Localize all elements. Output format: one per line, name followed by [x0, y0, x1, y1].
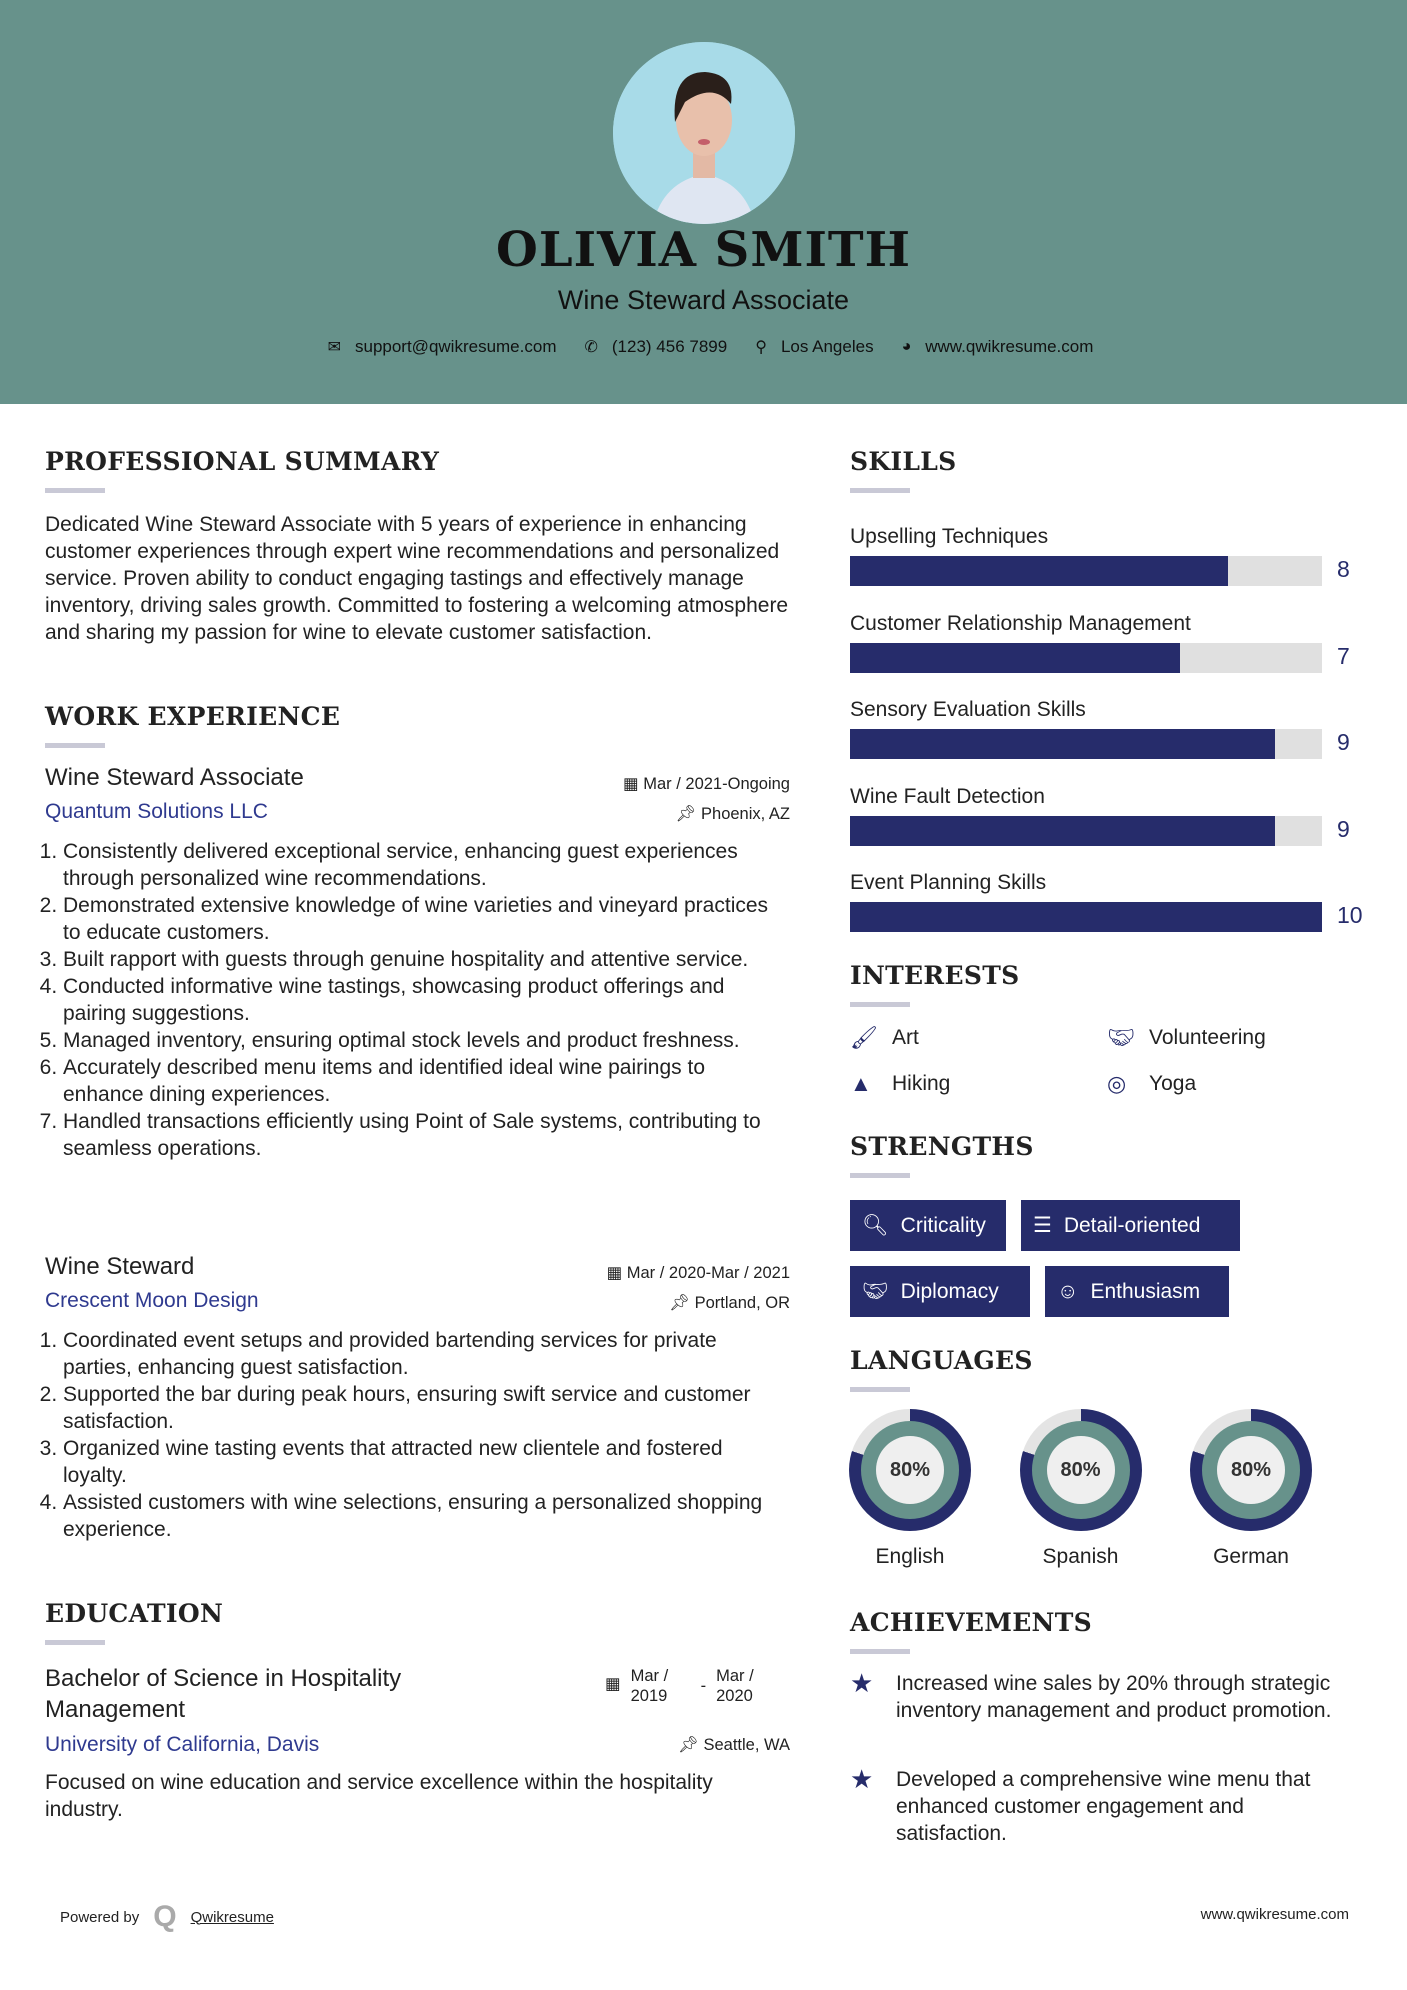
achievement-item [850, 1766, 1370, 1847]
job-entry [45, 1253, 790, 1543]
interests-section [850, 961, 1019, 1007]
language-percent: 80% [1217, 1436, 1285, 1504]
section-heading: LANGUAGES [850, 1346, 1033, 1375]
duty-item: 4. Conducted informative wine tastings, showcasing product offerings and pairing suggestions. [63, 973, 790, 1027]
skill-bar-fill [850, 729, 1275, 759]
language-name: English [875, 1545, 945, 1568]
heading-underline [850, 1002, 910, 1007]
interest-item [850, 1025, 919, 1051]
job-location: Portland, OR [694, 1294, 790, 1312]
website[interactable]: www.qwikresume.com [925, 337, 1094, 356]
footer-website[interactable]: www.qwikresume.com [1200, 1906, 1349, 1923]
school-name: University of California, Davis [45, 1733, 320, 1756]
interest-label: Yoga [1149, 1072, 1197, 1095]
smile-icon: ☺ [1057, 1279, 1079, 1303]
section-heading: INTERESTS [850, 961, 1020, 990]
summary-section [45, 447, 790, 646]
phone: (123) 456 7899 [611, 337, 728, 356]
skill-bar-fill [850, 643, 1180, 673]
paintbrush-icon: 🖌︎ [850, 1025, 878, 1050]
section-heading: WORK EXPERIENCE [45, 702, 341, 731]
language-donut [1190, 1409, 1312, 1531]
heading-underline [850, 1649, 910, 1654]
pin-icon: 📌︎ [669, 1294, 695, 1312]
summary-text: Dedicated Wine Steward Associate with 5 years of experience in enhancing customer experiences through expert wine recommendations and personalized service. Proven ability to conduct engaging tastings and effectively manage inventory, driving sales growth. Committed to fostering a welcoming atmosphere and sharing my passion for wine to elevate customer satisfaction. [45, 513, 789, 644]
qwikresume-logo-icon: Q [153, 1900, 177, 1933]
duty-item: 1. Consistently delivered exceptional service, enhancing guest experiences through personalized wine recommendations. [63, 838, 790, 892]
strength-label: Detail-oriented [1063, 1213, 1201, 1237]
company-name: Crescent Moon Design [45, 1289, 259, 1312]
strengths-section [850, 1132, 1034, 1178]
candidate-title: Wine Steward Associate [557, 285, 850, 315]
job-duties [45, 1327, 790, 1543]
languages-section [850, 1346, 1033, 1392]
profile-photo [613, 42, 795, 224]
skill-name: Upselling Techniques [850, 525, 1049, 548]
language-donut [849, 1409, 971, 1531]
heading-underline [45, 488, 105, 493]
interest-item [1107, 1071, 1196, 1097]
skill-name: Sensory Evaluation Skills [850, 698, 1086, 721]
heading-underline [45, 1640, 105, 1645]
interest-label: Volunteering [1149, 1026, 1266, 1049]
tree-icon: ▲ [850, 1071, 872, 1096]
job-dates: Mar / 2021-Ongoing [643, 775, 790, 793]
edu-end-date: Mar / 2020 [716, 1667, 754, 1705]
language-name: German [1213, 1545, 1289, 1568]
strength-tag [1045, 1266, 1229, 1317]
achievement-text: Developed a comprehensive wine menu that enhanced customer engagement and satisfaction. [896, 1768, 1311, 1845]
skill-item [850, 871, 1370, 928]
handshake-icon: 🤝︎ [862, 1279, 889, 1303]
lifebuoy-icon: ◎ [1107, 1071, 1127, 1096]
language-name: Spanish [1042, 1545, 1119, 1568]
section-heading: SKILLS [850, 447, 957, 476]
company-name: Quantum Solutions LLC [45, 800, 268, 823]
skill-bar-fill [850, 902, 1322, 932]
map-pin-icon: ⚲ [755, 339, 767, 356]
duty-item: 1. Coordinated event setups and provided bartending services for private parties, enhancing guest satisfaction. [63, 1327, 790, 1381]
job-dates: Mar / 2020-Mar / 2021 [626, 1264, 790, 1282]
star-icon: ★ [850, 1764, 874, 1794]
job-title: Wine Steward [45, 1253, 195, 1280]
strength-tag [1021, 1200, 1240, 1251]
strength-label: Enthusiasm [1090, 1279, 1201, 1303]
skill-item [850, 698, 1370, 755]
skill-item [850, 611, 1370, 669]
contact-bar [0, 337, 1407, 357]
language-percent: 80% [1047, 1436, 1115, 1504]
job-location: Phoenix, AZ [701, 805, 790, 823]
skills-section [850, 447, 957, 493]
skill-bar [850, 643, 1322, 673]
edu-location: Seattle, WA [703, 1736, 790, 1754]
candidate-name: OLIVIA SMITH [496, 222, 911, 278]
pin-icon: 📌︎ [675, 805, 702, 823]
section-heading: PROFESSIONAL SUMMARY [45, 447, 440, 476]
skill-bar [850, 729, 1322, 759]
language-percent: 80% [876, 1436, 944, 1504]
skill-item [850, 525, 1370, 582]
job-entry [45, 764, 790, 1162]
interest-item [850, 1071, 950, 1097]
duty-item: 3. Organized wine tasting events that attracted new clientele and fostered loyalty. [63, 1435, 790, 1489]
skill-bar-fill [850, 556, 1228, 586]
duty-item: 7. Handled transactions efficiently using Point of Sale systems, contributing to seamless operations. [63, 1108, 790, 1162]
heading-underline [850, 1173, 910, 1178]
duty-item: 2. Supported the bar during peak hours, ensuring swift service and customer satisfaction. [63, 1381, 790, 1435]
duty-item: 6. Accurately described menu items and identified ideal wine pairings to enhance dining experiences. [63, 1054, 790, 1108]
edu-description: Focused on wine education and service excellence within the hospitality industry. [45, 1771, 713, 1821]
skill-value: 8 [1337, 556, 1350, 582]
achievement-item [850, 1670, 1370, 1724]
calendar-icon: ▦ [623, 775, 644, 793]
skill-name: Event Planning Skills [850, 871, 1047, 894]
experience-section [45, 702, 790, 748]
language-donut [1020, 1409, 1142, 1531]
interest-item [1107, 1025, 1266, 1051]
duty-item: 3. Built rapport with guests through genuine hospitality and attentive service. [63, 946, 790, 973]
duty-item: 2. Demonstrated extensive knowledge of wine varieties and vineyard practices to educate customers. [63, 892, 790, 946]
skill-bar [850, 816, 1322, 846]
search-icon: 🔍︎ [862, 1213, 889, 1237]
phone-icon: ✆ [584, 339, 598, 356]
skill-value: 9 [1337, 729, 1350, 755]
strength-tag [850, 1200, 1006, 1251]
section-heading: ACHIEVEMENTS [850, 1608, 1092, 1637]
envelope-icon: ✉ [327, 339, 341, 356]
skill-item [850, 784, 1370, 842]
edu-start-date: Mar / 2019 [630, 1667, 669, 1705]
location: Los Angeles [780, 337, 874, 356]
skill-value: 10 [1337, 902, 1363, 928]
duty-item: 5. Managed inventory, ensuring optimal stock levels and product freshness. [63, 1027, 790, 1054]
globe-icon: ◕ [901, 338, 912, 355]
heading-underline [850, 488, 910, 493]
email[interactable]: support@qwikresume.com [354, 337, 557, 356]
skill-bar [850, 902, 1322, 932]
interest-label: Hiking [892, 1072, 951, 1095]
skill-bar-fill [850, 816, 1275, 846]
footer-brand [60, 1900, 274, 1934]
degree: Bachelor of Science in Hospitality Management [45, 1665, 402, 1723]
strength-label: Criticality [900, 1213, 986, 1237]
education-section [45, 1599, 790, 1823]
section-heading: STRENGTHS [850, 1132, 1034, 1161]
interest-label: Art [892, 1026, 919, 1049]
skill-value: 9 [1337, 815, 1350, 842]
powered-by-label: Powered by [60, 1908, 140, 1926]
qwikresume-link[interactable]: Qwikresume [190, 1908, 274, 1926]
skill-bar [850, 556, 1322, 586]
date-separator: - [700, 1677, 707, 1695]
skill-value: 7 [1337, 642, 1350, 669]
pin-icon: 📌︎ [677, 1736, 704, 1754]
duty-item: 4. Assisted customers with wine selections, ensuring a personalized shopping experience. [63, 1489, 790, 1543]
heading-underline [850, 1387, 910, 1392]
skill-name: Wine Fault Detection [850, 784, 1045, 808]
strength-tag [850, 1266, 1030, 1317]
section-heading: EDUCATION [45, 1599, 224, 1628]
star-icon: ★ [850, 1668, 874, 1698]
calendar-icon: ▦ [606, 1264, 627, 1282]
job-duties [45, 838, 790, 1162]
job-title: Wine Steward Associate [45, 764, 304, 791]
achievements-section [850, 1608, 1092, 1654]
strength-label: Diplomacy [900, 1279, 999, 1303]
list-icon: ☰ [1033, 1214, 1052, 1237]
calendar-icon: ▦ [605, 1675, 621, 1693]
achievement-text: Increased wine sales by 20% through strategic inventory management and product promotion. [896, 1672, 1332, 1722]
handshake-icon: 🤝︎ [1107, 1025, 1135, 1050]
heading-underline [45, 743, 105, 748]
skill-name: Customer Relationship Management [850, 611, 1191, 635]
